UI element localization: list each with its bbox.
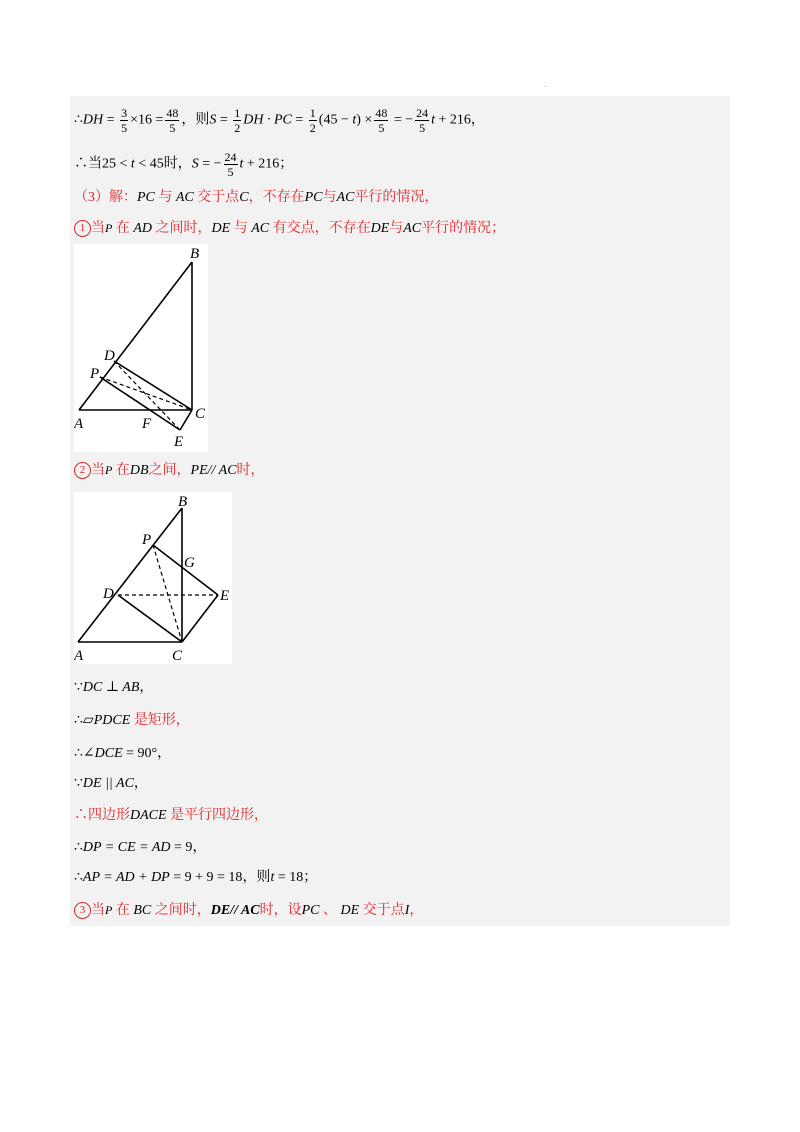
formula-line-1: ∴DH = $\frac{3}{5}$ ×16 = $\frac{48}{5}$ ，则S = $\frac{1}{2}$ DH · PC = $\frac{1}{2}$ (45 − t) × $\frac{48}{5}$ = − $\frac{24}{5}$ t + 216，	[74, 106, 485, 135]
figure-1	[74, 244, 208, 452]
fraction: $\frac{3}{5}$	[121, 106, 128, 135]
segment-pe	[100, 377, 180, 430]
label-a: A	[74, 416, 84, 432]
label-b: B	[178, 494, 188, 510]
case-3-line: 3 当P 在 BC 之间时，DE// AC时，设PC 、 DE 交于点I，	[74, 900, 423, 921]
step-equal-lengths: ∴DP = CE = AD = 9，	[74, 840, 207, 855]
segment-ab	[78, 508, 182, 642]
circled-number-2: 2	[74, 462, 91, 479]
header-dot: .	[544, 80, 547, 89]
segment-ab	[79, 262, 192, 410]
label-c: C	[172, 648, 183, 664]
label-e: E	[174, 434, 184, 450]
step-ap-value: ∴AP = AD + DP = 9 + 9 = 18，则t = 18；	[74, 870, 318, 885]
segment-dc	[114, 361, 192, 410]
label-f: F	[142, 416, 152, 432]
figure-2	[74, 492, 232, 664]
label-g: G	[184, 555, 195, 571]
step-de-parallel-ac: ∵DE || AC，	[74, 776, 148, 791]
step-dc-perp-ab: ∵DC ⊥ AB，	[74, 680, 154, 695]
fraction: $\frac{1}{2}$	[234, 106, 241, 135]
label-c: C	[195, 406, 206, 422]
formula-line-2: ∴当25 < t < 45时，S = − $\frac{24}{5}$ t + 216；	[74, 150, 294, 179]
dashed-pc	[153, 545, 182, 642]
step-rectangle: ∴▱PDCE 是矩形，	[74, 713, 190, 728]
figure-1-diagram	[74, 244, 208, 452]
figure-2-diagram	[74, 492, 232, 664]
label-b: B	[190, 246, 200, 262]
part3-intro: （3）解：PC 与 AC 交于点C，不存在PC与AC平行的情况，	[74, 190, 439, 205]
fraction: $\frac{48}{5}$	[375, 106, 388, 135]
label-d: D	[104, 348, 115, 364]
step-parallelogram: ∴四边形DACE 是平行四边形，	[74, 808, 269, 823]
circled-number-3: 3	[74, 902, 91, 919]
segment-ec	[180, 410, 192, 430]
label-d: D	[103, 586, 114, 602]
label-a: A	[74, 648, 84, 664]
label-p: P	[90, 366, 100, 382]
case-2-line: 2 当P 在DB之间，PE// AC时，	[74, 460, 265, 481]
case-1-line: 1 当P 在 AD 之间时，DE 与 AC 有交点，不存在DE与AC平行的情况；	[74, 218, 505, 239]
fraction: $\frac{24}{5}$	[224, 150, 237, 179]
fraction: $\frac{48}{5}$	[166, 106, 179, 135]
label-e: E	[220, 588, 230, 604]
fraction: $\frac{24}{5}$	[416, 106, 429, 135]
circled-number-1: 1	[74, 220, 91, 237]
fraction: $\frac{1}{2}$	[309, 106, 316, 135]
step-angle-dce: ∴∠DCE = 90°，	[74, 746, 172, 761]
label-p: P	[142, 532, 152, 548]
segment-ec	[182, 595, 218, 642]
segment-dc	[118, 595, 182, 642]
